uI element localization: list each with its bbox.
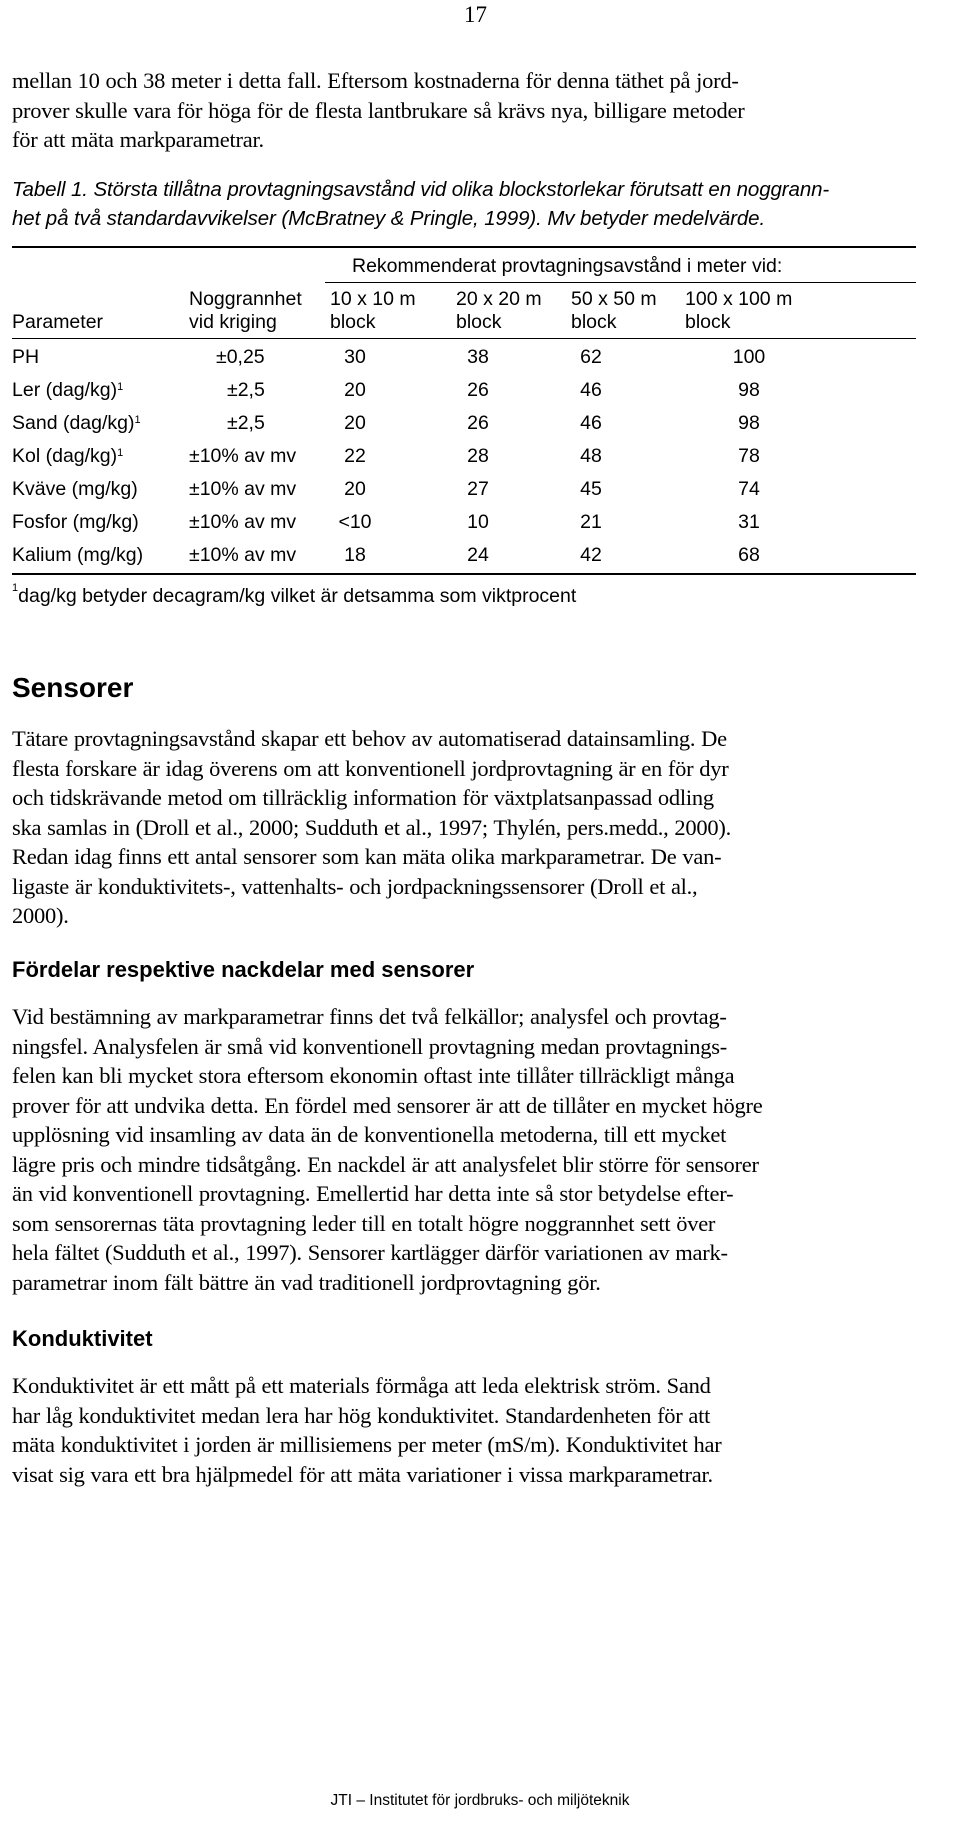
cell-value: 45 <box>580 478 602 500</box>
header-parameter: Parameter <box>12 311 104 333</box>
row-parameter: Kalium (mg/kg) <box>12 544 144 566</box>
text-line: Redan idag finns ett antal sensorer som kan mäta olika markparametrar. De van- <box>12 844 722 869</box>
header-block-col: block <box>330 311 376 333</box>
text-line: mellan 10 och 38 meter i detta fall. Eftersom kostnaderna för denna täthet på jord- <box>12 68 739 93</box>
text-line: felen kan bli mycket stora eftersom ekonomin oftast inte tillåter tillräckligt många <box>12 1063 735 1088</box>
cell-value: 20 <box>344 412 366 434</box>
text-line: ligaste är konduktivitets-, vattenhalts- och jordpackningssensorer (Droll et al., <box>12 873 698 899</box>
text-line: för att mäta markparametrar. <box>12 127 264 152</box>
spanning-header-rule <box>325 282 916 283</box>
header-bottom-rule <box>12 338 916 339</box>
text-line: Vid bestämning av markparametrar finns det två felkällor; analysfel och provtag- <box>12 1004 727 1029</box>
table-row <box>12 411 141 435</box>
row-parameter: Kväve (mg/kg) <box>12 478 138 500</box>
text-line: hela fältet (Sudduth et al., 1997). Sensorer kartlägger därför variationen av mark- <box>12 1240 728 1265</box>
row-precision: ±0,25 <box>216 346 265 368</box>
footnote-text: dag/kg betyder decagram/kg vilket är detsamma som viktprocent <box>18 585 577 607</box>
table-top-rule <box>12 246 916 248</box>
header-block-col: 100 x 100 m <box>685 288 793 310</box>
header-block-col: 50 x 50 m <box>571 288 657 310</box>
row-parameter: Ler (dag/kg) <box>12 379 118 401</box>
header-precision-line1: Noggrannhet <box>189 288 302 310</box>
cell-value: 28 <box>467 445 489 467</box>
caption-line: Tabell 1. Största tillåtna provtagningsavstånd vid olika blockstorlekar förutsatt en noggrann- <box>12 178 830 201</box>
header-block-col: block <box>456 311 502 333</box>
page-number: 17 <box>464 2 487 27</box>
text-line: visat sig vara ett bra hjälpmedel för att mäta variationer i vissa markparametrar. <box>12 1461 713 1487</box>
text-line: flesta forskare är idag överens om att konventionell jordprovtagning är en för dyr <box>12 755 729 781</box>
header-block-col: block <box>685 311 731 333</box>
table-bottom-rule <box>12 573 916 575</box>
table-footnote <box>12 582 577 608</box>
text-line: än vid konventionell provtagning. Emellertid har detta inte så stor betydelse efter- <box>12 1181 734 1206</box>
header-block-col: 10 x 10 m <box>330 288 416 310</box>
footnote-marker: 1 <box>134 414 141 426</box>
cell-value: 42 <box>580 544 602 566</box>
cell-value: 46 <box>580 412 602 434</box>
row-precision: ±2,5 <box>227 379 265 401</box>
cell-value: 98 <box>738 412 760 434</box>
section-heading: Fördelar respektive nackdelar med sensorer <box>12 957 475 982</box>
intro-paragraph <box>12 66 960 155</box>
cell-value: 78 <box>738 445 760 467</box>
table-row <box>12 477 138 501</box>
row-precision: ±10% av mv <box>189 478 297 500</box>
text-line: har låg konduktivitet medan lera har hög konduktivitet. Standardenheten för att <box>12 1402 711 1428</box>
text-line: prover för att undvika detta. En fördel med sensorer är att de tillåter en mycket högre <box>12 1092 763 1118</box>
text-line: Tätare provtagningsavstånd skapar ett behov av automatiserad datainsamling. De <box>12 726 727 751</box>
table-row <box>12 378 123 402</box>
page-footer: JTI – Institutet för jordbruks- och miljöteknik <box>330 1792 630 1809</box>
konduktivitet-paragraph <box>12 1371 960 1489</box>
row-parameter: Kol (dag/kg) <box>12 445 118 467</box>
cell-value: 26 <box>467 412 489 434</box>
cell-value: 27 <box>467 478 489 500</box>
cell-value: 31 <box>738 511 760 533</box>
spanning-header: Rekommenderat provtagningsavstånd i meter vid: <box>352 255 783 277</box>
section-heading: Konduktivitet <box>12 1326 153 1351</box>
row-precision: ±10% av mv <box>189 544 297 566</box>
text-line: 2000). <box>12 903 69 928</box>
text-line: mäta konduktivitet i jorden är millisiemens per meter (mS/m). Konduktivitet har <box>12 1432 722 1457</box>
cell-value: 20 <box>344 379 366 401</box>
row-parameter: PH <box>12 346 40 368</box>
cell-value: 26 <box>467 379 489 401</box>
table-row <box>12 510 139 534</box>
table-row <box>12 543 143 567</box>
row-precision: ±2,5 <box>227 412 265 434</box>
text-line: som sensorernas täta provtagning leder till en totalt högre noggrannhet sett över <box>12 1210 716 1236</box>
text-line: parametrar inom fält bättre än vad traditionell jordprovtagning gör. <box>12 1269 601 1295</box>
table-row <box>12 444 123 468</box>
cell-value: 20 <box>344 478 366 500</box>
footnote-marker: 1 <box>117 447 124 459</box>
footnote-marker: 1 <box>12 582 19 594</box>
cell-value: 48 <box>580 445 602 467</box>
cell-value: 10 <box>467 511 489 533</box>
text-line: prover skulle vara för höga för de flesta lantbrukare så krävs nya, billigare metoder <box>12 97 745 123</box>
cell-value: 100 <box>732 346 766 368</box>
cell-value: 21 <box>580 511 602 533</box>
caption-line: het på två standardavvikelser (McBratney & Pringle, 1999). Mv betyder medelvärde. <box>12 207 766 230</box>
cell-value: 22 <box>344 445 366 467</box>
table-caption <box>12 175 952 233</box>
cell-value: 98 <box>738 379 760 401</box>
header-block-col: 20 x 20 m <box>456 288 542 310</box>
row-parameter: Sand (dag/kg) <box>12 412 135 434</box>
cell-value: 24 <box>467 544 489 566</box>
cell-value: 46 <box>580 379 602 401</box>
cell-value: 18 <box>344 544 366 566</box>
sensorer-paragraph <box>12 724 960 931</box>
text-line: lägre pris och mindre tidsåtgång. En nackdel är att analysfelet blir större för sensorer <box>12 1151 759 1177</box>
cell-value: 62 <box>580 346 602 368</box>
text-line: Konduktivitet är ett mått på ett materials förmåga att leda elektrisk ström. Sand <box>12 1373 711 1398</box>
cell-value: 74 <box>738 478 760 500</box>
row-precision: ±10% av mv <box>189 511 297 533</box>
footnote-marker: 1 <box>117 381 124 393</box>
table-row <box>12 345 39 369</box>
text-line: ningsfel. Analysfelen är små vid konventionell provtagning medan provtagnings- <box>12 1033 727 1059</box>
row-precision: ±10% av mv <box>189 445 297 467</box>
row-parameter: Fosfor (mg/kg) <box>12 511 139 533</box>
text-line: och tidskrävande metod om tillräcklig information för växtplatsanpassad odling <box>12 785 714 810</box>
cell-value: 68 <box>738 544 760 566</box>
cell-value: <10 <box>338 511 372 533</box>
header-block-col: block <box>571 311 617 333</box>
cell-value: 30 <box>344 346 366 368</box>
fordelar-paragraph <box>12 1002 960 1297</box>
text-line: ska samlas in (Droll et al., 2000; Sudduth et al., 1997; Thylén, pers.medd., 2000). <box>12 814 731 840</box>
header-precision-line2: vid kriging <box>189 311 277 333</box>
cell-value: 38 <box>467 346 489 368</box>
text-line: upplösning vid insamling av data än de konventionella metoderna, till ett mycket <box>12 1122 727 1147</box>
section-heading: Sensorer <box>12 672 134 703</box>
